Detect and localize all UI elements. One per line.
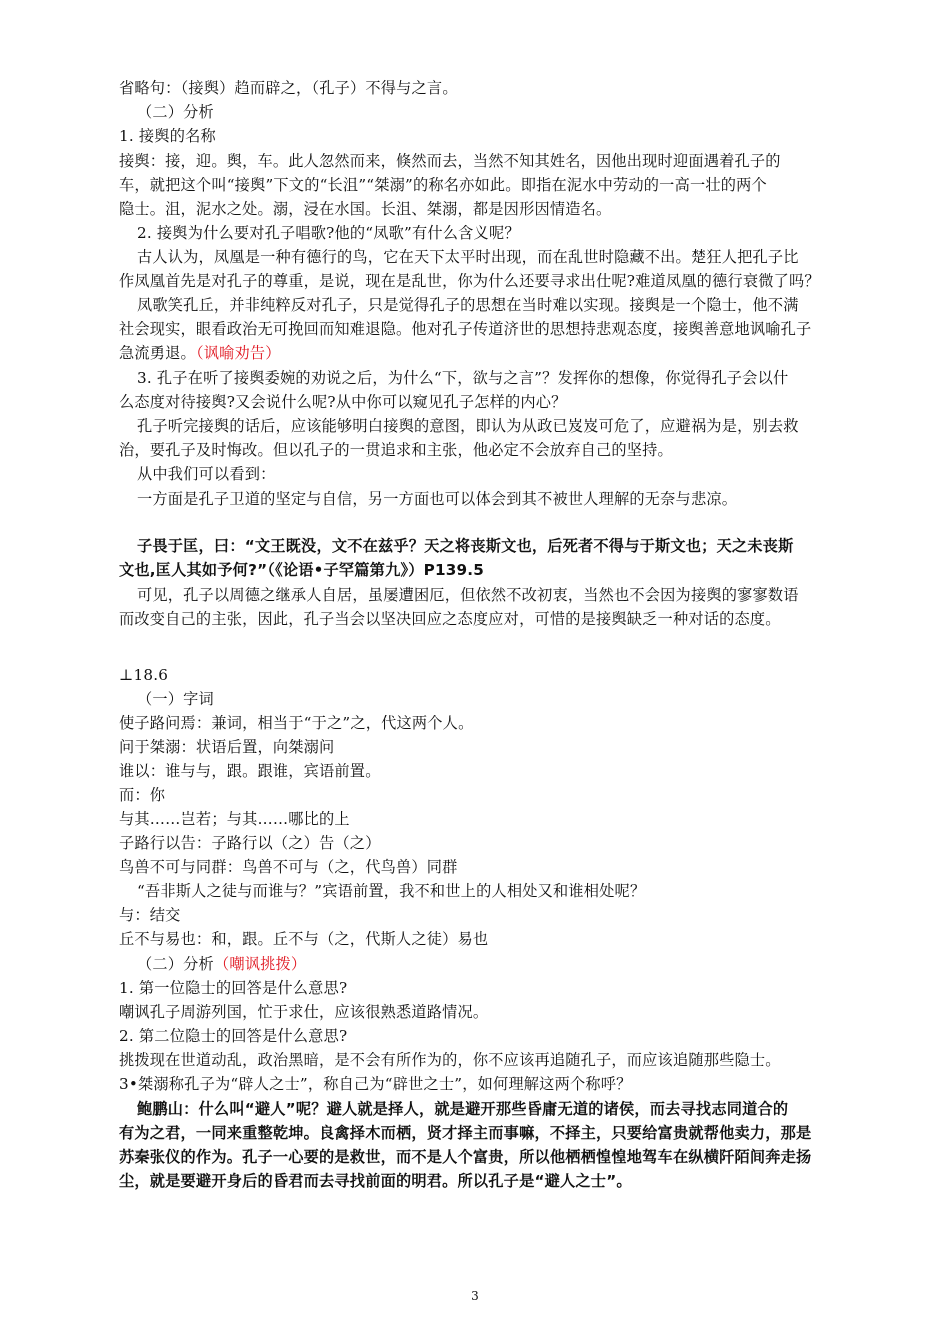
text-line: 与：结交 [119,906,181,924]
quote-line: 文也,匡人其如予何?”（《论语•子罕篇第九》）P139.5 [119,561,485,579]
text-line: “吾非斯人之徒与而谁与？”宾语前置，我不和世上的人相处又和谁相处呢？ [137,882,646,900]
text-line: 一方面是孔子卫道的坚定与自信，另一方面也可以体会到其不被世人理解的无奈与悲凉。 [137,490,738,508]
text-line-with-note [119,342,859,364]
section-heading-with-note [137,953,877,975]
text-line: 1. 接舆的名称 [119,127,216,145]
question: 1. 第一位隐士的回答是什么意思? [119,979,348,997]
text-line: 谁以：谁与与，跟。跟谁，宾语前置。 [119,762,381,780]
text-line: 问于桀溺：状语后置，向桀溺问 [119,738,335,756]
text-line: 凤歌笑孔丘，并非纯粹反对孔子，只是觉得孔子的思想在当时难以实现。接舆是一个隐士，他不满 [137,296,799,314]
text-line: 社会现实，眼看政治无可挽回而知难退隐。他对孔子传道济世的思想持悲观态度，接舆善意地讽喻孔子 [119,320,812,338]
text-line: 古人认为，凤凰是一种有德行的鸟，它在天下太平时出现，而在乱世时隐藏不出。楚狂人把孔子比 [137,248,799,266]
quote-line: 尘，就是要避开身后的昏君而去寻找前面的明君。所以孔子是“避人之士”。 [119,1172,632,1190]
text-line: 可见，孔子以周德之继承人自居，虽屡遭困厄，但依然不改初衷，当然也不会因为接舆的寥寥数语 [137,586,799,604]
question: 3•桀溺称孔子为“辟人之士”，称自己为“辟世之士”，如何理解这两个称呼？ [119,1075,632,1093]
text-line: 嘲讽孔子周游列国，忙于求仕，应该很熟悉道路情况。 [119,1003,489,1021]
quote-line: 苏秦张仪的作为。孔子一心要的是救世，而不是人个富贵，所以他栖栖惶惶地驾车在纵横阡陌间奔走扬 [119,1148,812,1166]
text-line: 车，就把这个叫“接舆”下文的“长沮”“桀溺”的称名亦如此。即指在泥水中劳动的一高一壮的两个 [119,176,767,194]
text-line: 孔子听完接舆的话后，应该能够明白接舆的意图，即认为从政已岌岌可危了，应避祸为是，别去救 [137,417,799,435]
question: 2. 第二位隐士的回答是什么意思? [119,1027,348,1045]
section-number: ⊥18.6 [119,666,169,684]
red-note-mock: （嘲讽挑拨） [213,955,307,973]
red-note-advice: （讽喻劝告） [195,344,281,362]
text-line: 使子路问焉：兼词，相当于“于之”之，代这两个人。 [119,714,474,732]
section-heading: （二）分析 [137,955,214,973]
text-line: 子路行以告：子路行以（之）告（之） [119,834,381,852]
text-line: 作凤凰首先是对孔子的尊重，是说，现在是乱世，你为什么还要寻求出仕呢?难道凤凰的德行衰微了吗？ [119,272,820,290]
text-line: 接舆：接，迎。舆，车。此人忽然而来，倏然而去，当然不知其姓名，因他出现时迎面遇着孔子的 [119,152,781,170]
quote-line: 鲍鹏山：什么叫“避人”呢？避人就是择人，就是避开那些昏庸无道的诸侯，而去寻找志同道合的 [137,1100,789,1118]
text-line: 么态度对待接舆?又会说什么呢?从中你可以窥见孔子怎样的内心？ [119,393,567,411]
text-line: 隐士。沮，泥水之处。溺，浸在水国。长沮、桀溺，都是因形因情造名。 [119,200,612,218]
text-line: 而改变自己的主张，因此，孔子当会以坚决回应之态度应对，可惜的是接舆缺乏一种对话的态度。 [119,610,781,628]
question: 2. 接舆为什么要对孔子唱歌?他的“凤歌”有什么含义呢？ [137,224,520,242]
quote-line: 子畏于匡，曰：“文王既没，文不在兹乎？天之将丧斯文也，后死者不得与于斯文也；天之未丧斯 [137,537,794,555]
text-fragment: 急流勇退。 [119,344,196,362]
section-heading: （二）分析 [137,103,214,121]
text-line: 挑拨现在世道动乱，政治黑暗，是不会有所作为的，你不应该再追随孔子，而应该追随那些隐士。 [119,1051,781,1069]
text-line: 而：你 [119,786,166,804]
section-heading: （一）字词 [137,690,214,708]
text-line: 与其……岂若；与其……哪比的上 [119,810,350,828]
text-line: 从中我们可以看到： [137,465,276,483]
question: 3. 孔子在听了接舆委婉的劝说之后，为什么“下，欲与之言”？发挥你的想像，你觉得孔子会以什 [137,369,789,387]
page-number: 3 [471,1289,479,1303]
text-line: 省略句：（接舆）趋而辟之，（孔子）不得与之言。 [119,79,458,97]
text-line: 治，要孔子及时悔改。但以孔子的一贯追求和主张，他必定不会放弃自己的坚持。 [119,441,673,459]
text-line: 丘不与易也：和，跟。丘不与（之，代斯人之徒）易也 [119,930,489,948]
quote-line: 有为之君，一同来重整乾坤。良禽择木而栖，贤才择主而事嘛，不择主，只要给富贵就帮他卖力，那是 [119,1124,812,1142]
text-line: 鸟兽不可与同群：鸟兽不可与（之，代鸟兽）同群 [119,858,458,876]
